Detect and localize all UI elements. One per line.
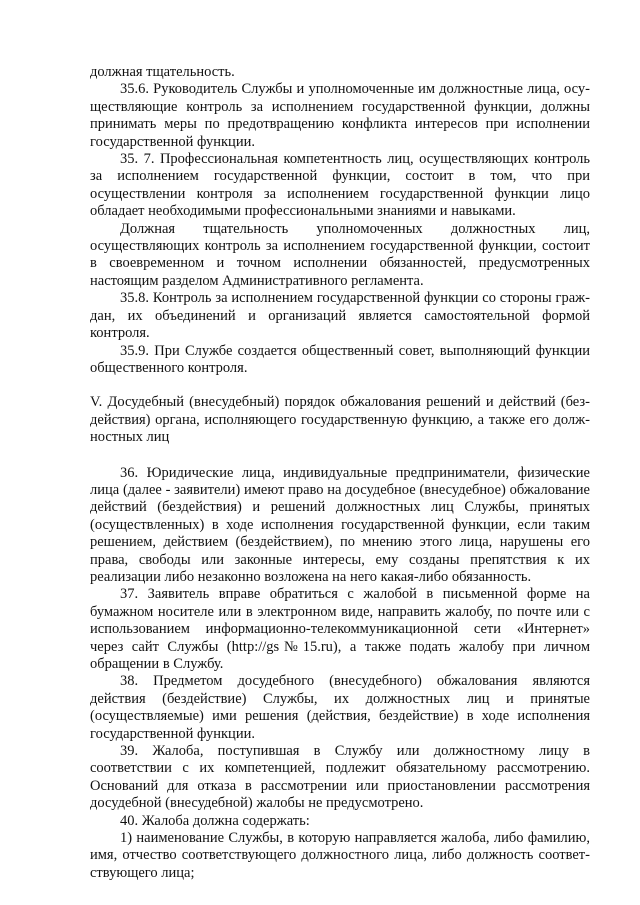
paragraph-40: 40. Жалоба должна содержать: bbox=[120, 812, 310, 829]
paragraph-37: 37. Заявитель вправе обратиться с жалобой в письменной форме на бумажном носителе или в электронном виде, направить жалобу, по почте или с использованием информационно-телекоммуникационной сети «Интернет» через сайт Службы (http://gs№15.ru), а также подать жалобу при личном обращении в Службу. bbox=[90, 586, 590, 672]
paragraph-38: 38. Предметом досудебного (внесудебного) обжалования являются действия (бездействие) Службы, их должностных лиц и принятые (осуществляемые) ими решения (действия, бездействие) в ходе исполнения государственной функции. bbox=[90, 673, 590, 742]
paragraph-35-9: 35.9. При Службе создается общественный совет, выполняющий функции общественного контроля. bbox=[90, 342, 590, 376]
paragraph-39: 39. Жалоба, поступившая в Службу или должностному лицу в соответствии с их компетенцией, подлежит обязательному рассмотрению. Оснований для отказа в рассмотрении или приостановлении рассмотрения досудебной (внесудебной) жалобы не предусмотрено. bbox=[90, 743, 590, 812]
paragraph-due-diligence: Должная тщательность уполномоченных должностных лиц, осуществляющих контроль за исполнением государственной функции, состоит в своевременном и точном исполнении обязанностей, предусмотренных настоящим разделом Административного регламента. bbox=[90, 220, 590, 289]
paragraph-continuation: должная тщательность. bbox=[90, 64, 235, 80]
section-heading-v: V. Досудебный (внесудебный) порядок обжалования решений и действий (бездействия) органа, исполняющего государственную функцию, а также его должностных лиц bbox=[90, 394, 590, 446]
paragraph-35-6: 35.6. Руководитель Службы и уполномоченные им должностные лица, осуществляющие контроль за исполнением государственной функции, должны принимать меры по предотвращению конфликта интересов при исполнении государственной функции. bbox=[90, 81, 590, 150]
paragraph-35-7: 35. 7. Профессиональная компетентность лиц, осуществляющих контроль за исполнением государственной функции, состоит в том, что при осуществлении контроля за исполнением государственной функции лицо обладает необходимыми профессиональными знаниями и навыками. bbox=[90, 151, 590, 220]
paragraph-40-item-1: 1) наименование Службы, в которую направляется жалоба, либо фамилию, имя, отчество соответствующего должностного лица, либо должность соответствующего лица; bbox=[90, 830, 590, 881]
paragraph-36: 36. Юридические лица, индивидуальные предприниматели, физические лица (далее - заявители) имеют право на досудебное (внесудебное) обжалование действий (бездействия) и решений должностных лиц Службы, принятых (осуществленных) в ходе исполнения государственной функции, если таким решением, действием (бездействием), по мнению этого лица, нарушены его права, свободы или законные интересы, ему созданы препятствия к их реализации либо незаконно возложена на него какая-либо обязанность. bbox=[90, 464, 590, 585]
paragraph-35-8: 35.8. Контроль за исполнением государственной функции со стороны граждан, их объединений и организаций является самостоятельной формой контроля. bbox=[90, 290, 590, 342]
